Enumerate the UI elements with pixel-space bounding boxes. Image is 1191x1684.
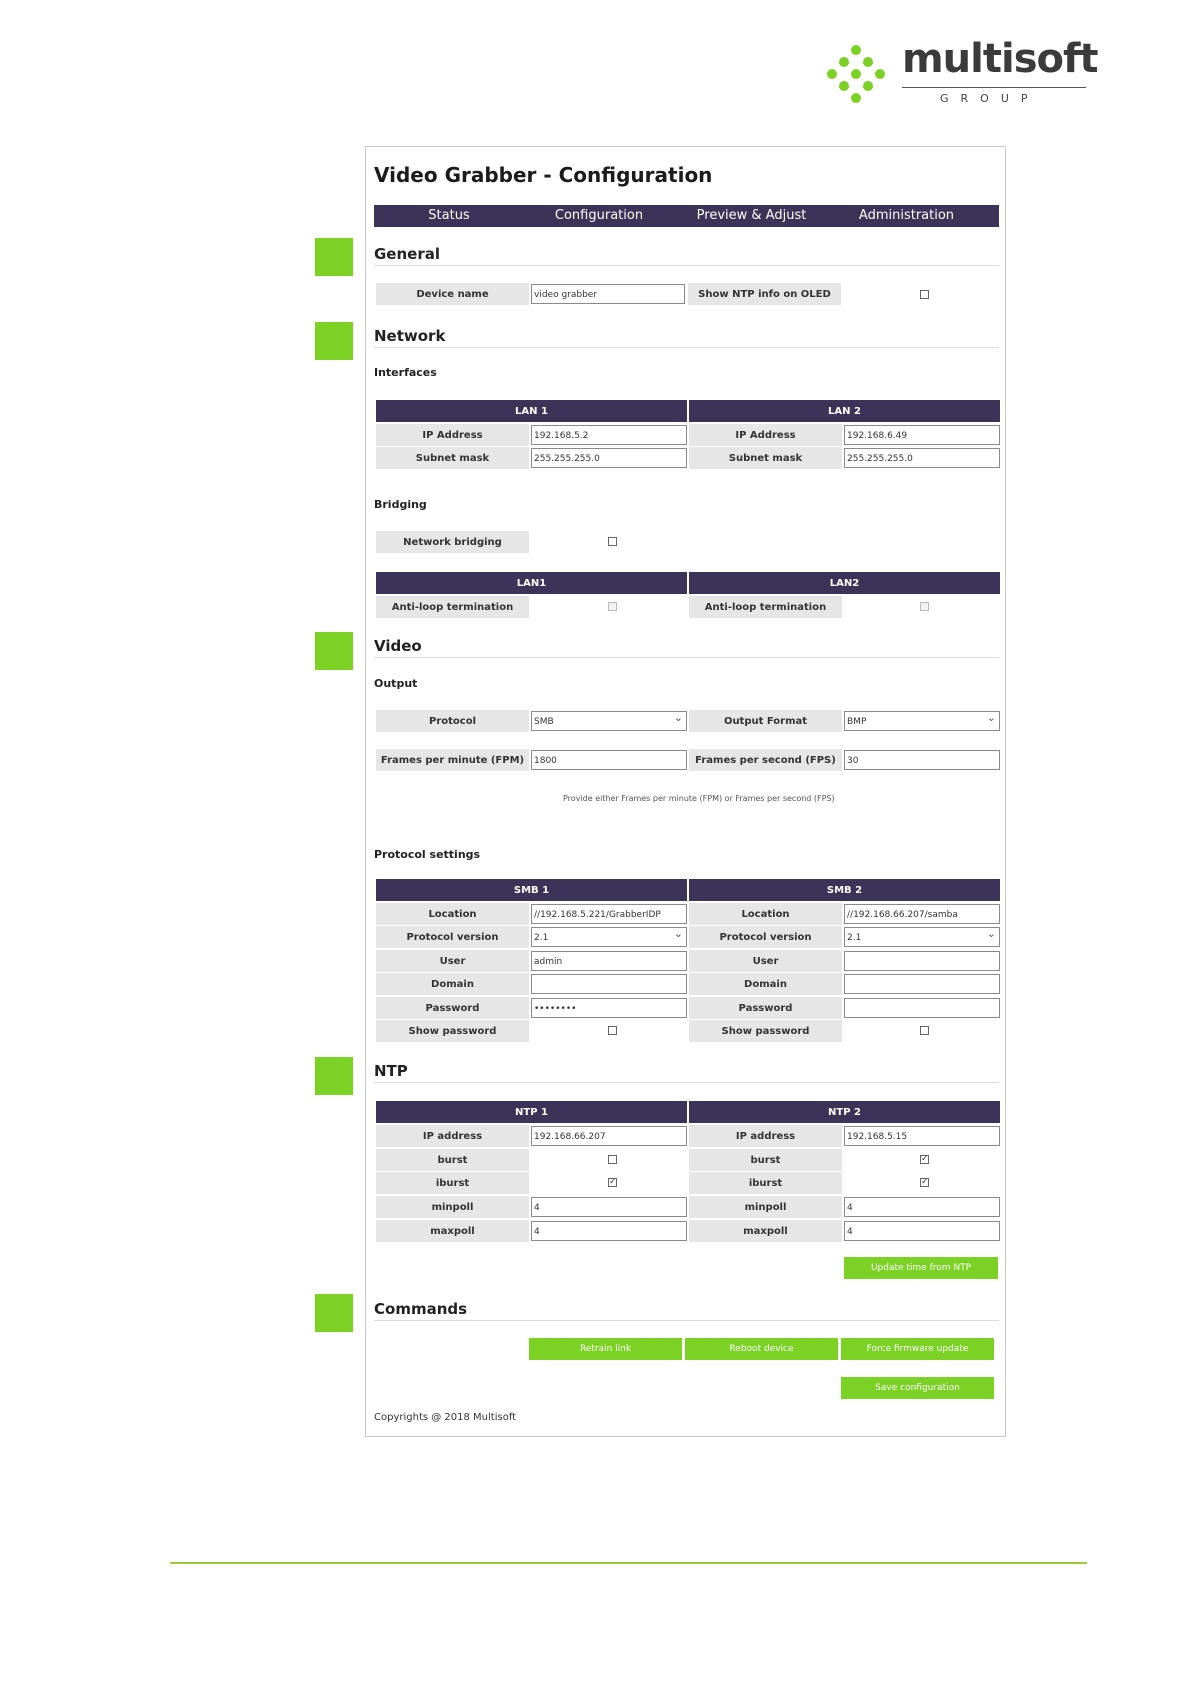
general-section-marker: [315, 238, 353, 276]
logo-wordmark: multisoft: [902, 36, 1098, 82]
device-name-input[interactable]: video grabber: [531, 284, 685, 304]
fpm-input[interactable]: 1800: [531, 750, 687, 770]
page-frame: [365, 146, 1006, 1437]
smb1-user-label: User: [376, 950, 529, 972]
ntp2-iburst-checkbox[interactable]: ✓: [921, 1177, 929, 1187]
smb1-user-input[interactable]: admin: [531, 951, 687, 971]
smb1-password-label: Password: [376, 997, 529, 1019]
ntp1-maxpoll-input[interactable]: 4: [531, 1221, 687, 1241]
antiloop-lan2-label: Anti-loop termination: [689, 596, 842, 618]
ntp-section-marker: [315, 1057, 353, 1095]
commands-divider: [374, 1320, 999, 1321]
tab-administration[interactable]: Administration: [858, 208, 955, 223]
smb1-version-value: 2.1: [534, 933, 549, 943]
ntp1-iburst-checkbox[interactable]: ✓: [609, 1177, 617, 1187]
smb1-domain-label: Domain: [376, 973, 529, 995]
smb1-location-input[interactable]: //192.168.5.221/GrabberIDP: [531, 904, 687, 924]
network-bridging-checkbox[interactable]: [608, 537, 617, 546]
protocol-select[interactable]: [531, 711, 687, 731]
smb2-show-password-checkbox[interactable]: [920, 1026, 929, 1035]
bridging-title: Bridging: [374, 498, 427, 511]
lan2-ip-input[interactable]: 192.168.6.49: [844, 425, 1000, 445]
smb2-version-label: Protocol version: [689, 926, 842, 948]
ntp1-minpoll-label: minpoll: [376, 1196, 529, 1218]
ntp-divider: [374, 1082, 999, 1083]
commands-section-marker: [315, 1294, 353, 1332]
lan2-mask-input[interactable]: 255.255.255.0: [844, 448, 1000, 468]
video-divider: [374, 657, 999, 658]
smb2-password-label: Password: [689, 997, 842, 1019]
smb2-user-label: User: [689, 950, 842, 972]
smb2-user-input[interactable]: [844, 951, 1000, 971]
tab-status[interactable]: Status: [428, 208, 470, 223]
footer-rule: [170, 1562, 1087, 1564]
protocol-settings-title: Protocol settings: [374, 848, 481, 861]
lan1-ip-input[interactable]: 192.168.5.2: [531, 425, 687, 445]
logo-subtitle: GROUP: [940, 92, 1040, 105]
force-firmware-update-button[interactable]: Force firmware update: [841, 1338, 994, 1360]
ntp-title: NTP: [374, 1062, 408, 1080]
smb2-location-input[interactable]: //192.168.66.207/samba: [844, 904, 1000, 924]
lan2-header: LAN 2: [689, 400, 1000, 422]
general-title: General: [374, 245, 440, 263]
network-title: Network: [374, 327, 446, 345]
ntp-oled-checkbox[interactable]: [920, 290, 929, 299]
ntp1-burst-label: burst: [376, 1149, 529, 1171]
smb2-version-select[interactable]: [844, 927, 1000, 947]
ntp1-ip-label: IP address: [376, 1125, 529, 1147]
lan2-ip-label: IP Address: [689, 424, 842, 446]
logo-dots-icon: [820, 42, 900, 110]
lan2-mask-label: Subnet mask: [689, 447, 842, 469]
commands-title: Commands: [374, 1300, 468, 1318]
ntp2-maxpoll-label: maxpoll: [689, 1220, 842, 1242]
antiloop-lan2-header: LAN2: [689, 572, 1000, 594]
ntp1-header: NTP 1: [376, 1101, 687, 1123]
smb1-header: SMB 1: [376, 879, 687, 901]
output-title: Output: [374, 677, 418, 690]
smb2-show-password-label: Show password: [689, 1020, 842, 1042]
smb1-password-input[interactable]: ••••••••: [531, 998, 687, 1018]
ntp2-maxpoll-input[interactable]: 4: [844, 1221, 1000, 1241]
smb1-location-label: Location: [376, 903, 529, 925]
reboot-device-button[interactable]: Reboot device: [685, 1338, 838, 1360]
multisoft-logo: [820, 36, 1098, 110]
ntp2-ip-input[interactable]: 192.168.5.15: [844, 1126, 1000, 1146]
output-format-label: Output Format: [689, 710, 842, 732]
output-format-select[interactable]: [844, 711, 1000, 731]
ntp2-minpoll-label: minpoll: [689, 1196, 842, 1218]
video-section-marker: [315, 632, 353, 670]
device-name-label: Device name: [376, 283, 529, 305]
smb2-password-input[interactable]: [844, 998, 1000, 1018]
page-title: Video Grabber - Configuration: [374, 163, 713, 187]
ntp2-ip-label: IP address: [689, 1125, 842, 1147]
tab-preview-adjust[interactable]: Preview & Adjust: [696, 208, 807, 223]
smb1-version-select[interactable]: [531, 927, 687, 947]
ntp1-ip-input[interactable]: 192.168.66.207: [531, 1126, 687, 1146]
antiloop-lan1-header: LAN1: [376, 572, 687, 594]
lan1-mask-label: Subnet mask: [376, 447, 529, 469]
ntp2-iburst-label: iburst: [689, 1172, 842, 1194]
smb2-domain-input[interactable]: [844, 974, 1000, 994]
output-format-select-value: BMP: [847, 717, 867, 727]
ntp2-header: NTP 2: [689, 1101, 1000, 1123]
ntp2-burst-checkbox[interactable]: ✓: [921, 1154, 929, 1164]
antiloop-lan2-checkbox[interactable]: [920, 602, 929, 611]
save-configuration-button[interactable]: Save configuration: [841, 1377, 994, 1399]
ntp1-maxpoll-label: maxpoll: [376, 1220, 529, 1242]
interfaces-title: Interfaces: [374, 366, 437, 379]
fps-input[interactable]: 30: [844, 750, 1000, 770]
network-bridging-label: Network bridging: [376, 531, 529, 553]
smb1-domain-input[interactable]: [531, 974, 687, 994]
copyright-text: Copyrights @ 2018 Multisoft: [374, 1412, 517, 1423]
ntp-oled-label: Show NTP info on OLED: [688, 283, 841, 305]
lan1-ip-label: IP Address: [376, 424, 529, 446]
smb1-version-label: Protocol version: [376, 926, 529, 948]
network-section-marker: [315, 322, 353, 360]
ntp1-burst-checkbox[interactable]: [608, 1155, 617, 1164]
ntp1-iburst-label: iburst: [376, 1172, 529, 1194]
smb2-header: SMB 2: [689, 879, 1000, 901]
antiloop-lan1-checkbox[interactable]: [608, 602, 617, 611]
fpm-fps-note: Provide either Frames per minute (FPM) or Frames per second (FPS): [563, 794, 835, 803]
lan1-mask-input[interactable]: 255.255.255.0: [531, 448, 687, 468]
smb2-domain-label: Domain: [689, 973, 842, 995]
fpm-label: Frames per minute (FPM): [376, 749, 529, 771]
fps-label: Frames per second (FPS): [689, 749, 842, 771]
network-divider: [374, 347, 999, 348]
smb1-show-password-label: Show password: [376, 1020, 529, 1042]
video-title: Video: [374, 637, 422, 655]
smb2-version-value: 2.1: [847, 933, 862, 943]
protocol-label: Protocol: [376, 710, 529, 732]
retrain-link-button[interactable]: Retrain link: [529, 1338, 682, 1360]
protocol-select-value: SMB: [534, 717, 554, 727]
tab-configuration[interactable]: Configuration: [554, 208, 644, 223]
main-nav: [374, 205, 999, 227]
update-ntp-button[interactable]: Update time from NTP: [844, 1257, 998, 1279]
general-divider: [374, 265, 999, 266]
logo-divider: [902, 87, 1086, 88]
antiloop-lan1-label: Anti-loop termination: [376, 596, 529, 618]
ntp2-burst-label: burst: [689, 1149, 842, 1171]
smb1-show-password-checkbox[interactable]: [608, 1026, 617, 1035]
ntp2-minpoll-input[interactable]: 4: [844, 1197, 1000, 1217]
smb2-location-label: Location: [689, 903, 842, 925]
lan1-header: LAN 1: [376, 400, 687, 422]
ntp1-minpoll-input[interactable]: 4: [531, 1197, 687, 1217]
